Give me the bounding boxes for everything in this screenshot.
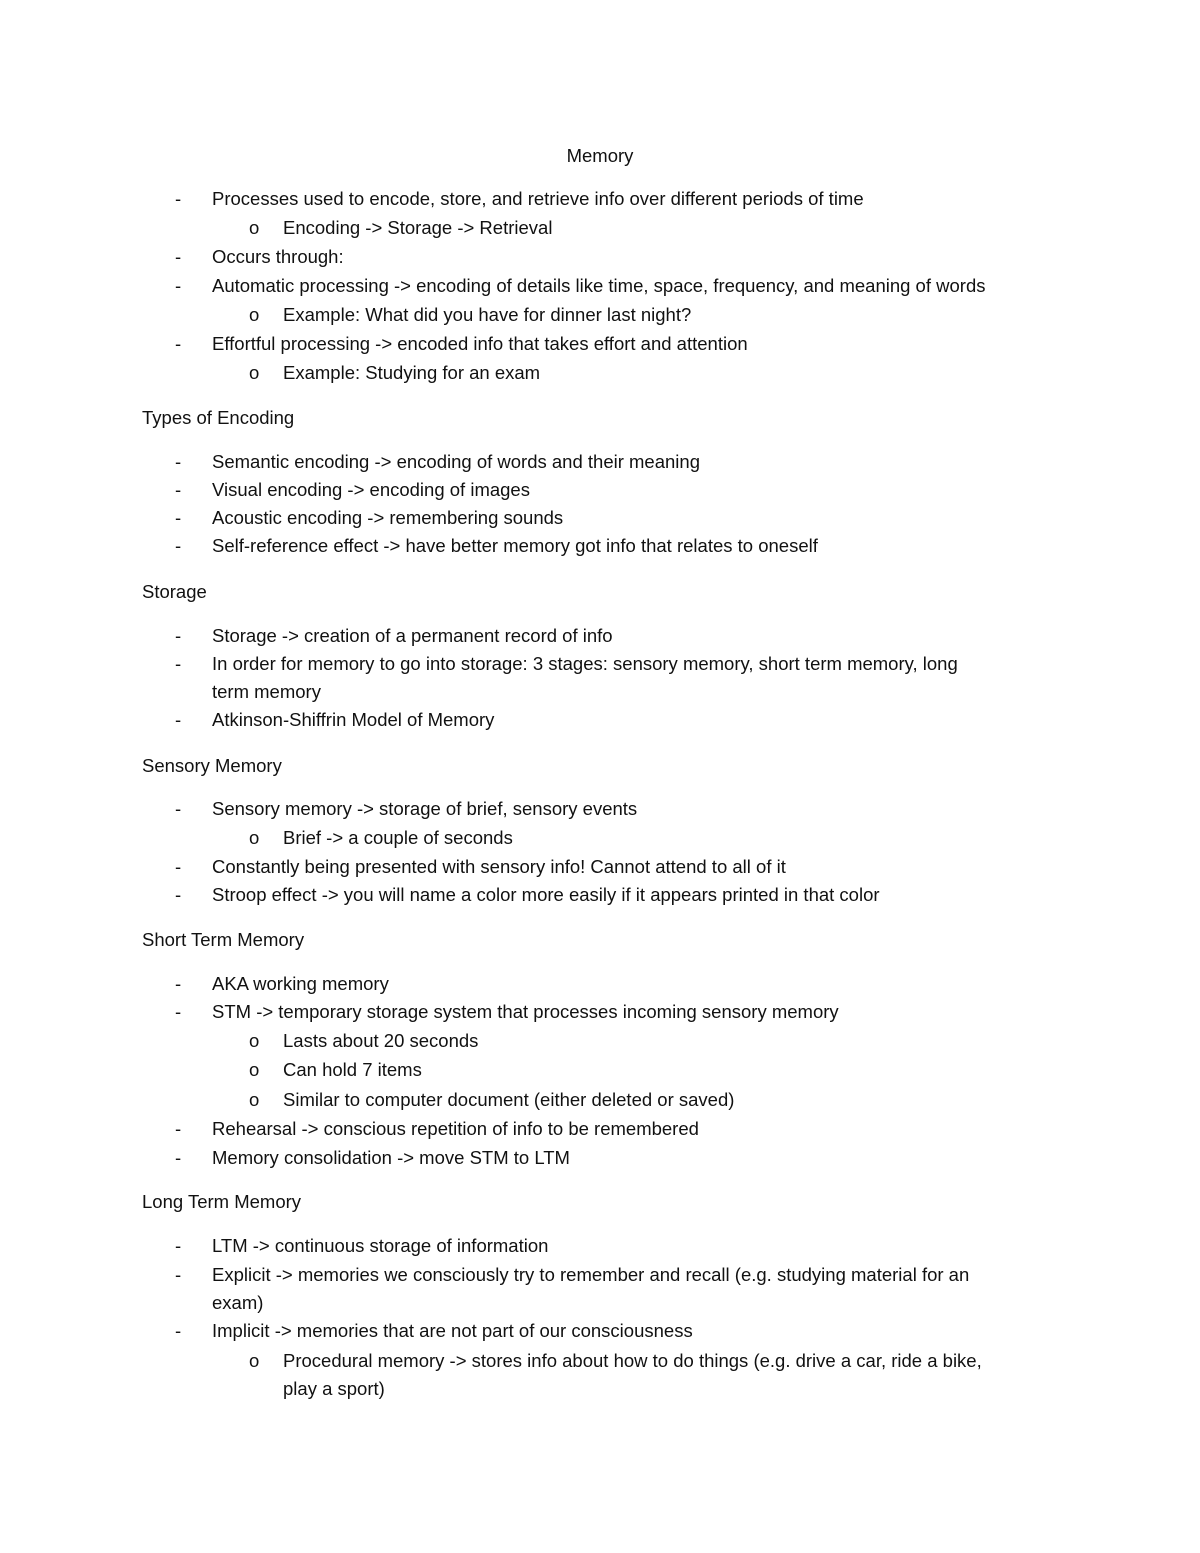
sub-bullet-marker: o [249, 1350, 260, 1371]
dash-marker: - [175, 653, 182, 674]
list-item: Effortful processing -> encoded info that takes effort and attention [212, 333, 748, 354]
dash-marker: - [175, 451, 182, 472]
dash-marker: - [175, 884, 182, 905]
list-item: Processes used to encode, store, and retrieve info over different periods of time [212, 188, 864, 209]
list-item: Rehearsal -> conscious repetition of info to be remembered [212, 1118, 699, 1139]
sub-bullet-marker: o [249, 827, 260, 848]
list-item: Automatic processing -> encoding of details like time, space, frequency, and meaning of words [212, 275, 986, 296]
list-item: Acoustic encoding -> remembering sounds [212, 507, 564, 528]
list-item: LTM -> continuous storage of information [212, 1235, 549, 1256]
section-heading: Storage [142, 581, 207, 602]
dash-marker: - [175, 333, 182, 354]
list-item: Implicit -> memories that are not part of our consciousness [212, 1320, 693, 1341]
sub-list-item: Example: Studying for an exam [283, 362, 541, 383]
sub-list-item: Example: What did you have for dinner last night? [283, 304, 692, 325]
dash-marker: - [175, 507, 182, 528]
list-item: Stroop effect -> you will name a color more easily if it appears printed in that color [212, 884, 880, 905]
section-heading: Types of Encoding [142, 407, 295, 428]
dash-marker: - [175, 188, 182, 209]
sub-bullet-marker: o [249, 1089, 260, 1110]
dash-marker: - [175, 709, 182, 730]
list-item-line: In order for memory to go into storage: 3 stages: sensory memory, short term memory, long [212, 653, 958, 674]
list-item: Self-reference effect -> have better memory got info that relates to oneself [212, 535, 818, 556]
list-item-line: Explicit -> memories we consciously try to remember and recall (e.g. studying material for an [212, 1264, 970, 1285]
list-item: Constantly being presented with sensory info! Cannot attend to all of it [212, 856, 786, 877]
sub-bullet-marker: o [249, 1030, 260, 1051]
dash-marker: - [175, 1264, 182, 1285]
dash-marker: - [175, 479, 182, 500]
sub-bullet-marker: o [249, 304, 260, 325]
dash-marker: - [175, 973, 182, 994]
dash-marker: - [175, 1001, 182, 1022]
sub-list-item: Similar to computer document (either deleted or saved) [283, 1089, 735, 1110]
list-item: AKA working memory [212, 973, 389, 994]
dash-marker: - [175, 625, 182, 646]
dash-marker: - [175, 1147, 182, 1168]
sub-list-item-line: play a sport) [283, 1378, 385, 1399]
page-title: Memory [566, 145, 634, 166]
dash-marker: - [175, 856, 182, 877]
dash-marker: - [175, 1320, 182, 1341]
list-item: Visual encoding -> encoding of images [212, 479, 530, 500]
sub-list-item: Lasts about 20 seconds [283, 1030, 479, 1051]
sub-list-item: Brief -> a couple of seconds [283, 827, 513, 848]
list-item: Occurs through: [212, 246, 344, 267]
sub-list-item-line: Procedural memory -> stores info about how to do things (e.g. drive a car, ride a bike, [283, 1350, 982, 1371]
dash-marker: - [175, 535, 182, 556]
section-heading: Long Term Memory [142, 1191, 302, 1212]
list-item: Atkinson-Shiffrin Model of Memory [212, 709, 495, 730]
section-heading: Sensory Memory [142, 755, 282, 776]
dash-marker: - [175, 1118, 182, 1139]
section-heading: Short Term Memory [142, 929, 305, 950]
list-item: Storage -> creation of a permanent record of info [212, 625, 613, 646]
list-item-line: term memory [212, 681, 321, 702]
sub-bullet-marker: o [249, 362, 260, 383]
list-item: STM -> temporary storage system that processes incoming sensory memory [212, 1001, 839, 1022]
list-item: Memory consolidation -> move STM to LTM [212, 1147, 570, 1168]
sub-list-item: Encoding -> Storage -> Retrieval [283, 217, 553, 238]
sub-bullet-marker: o [249, 217, 260, 238]
dash-marker: - [175, 1235, 182, 1256]
list-item: Semantic encoding -> encoding of words and their meaning [212, 451, 700, 472]
dash-marker: - [175, 798, 182, 819]
sub-bullet-marker: o [249, 1059, 260, 1080]
list-item-line: exam) [212, 1292, 264, 1313]
dash-marker: - [175, 246, 182, 267]
dash-marker: - [175, 275, 182, 296]
list-item: Sensory memory -> storage of brief, sensory events [212, 798, 638, 819]
sub-list-item: Can hold 7 items [283, 1059, 422, 1080]
